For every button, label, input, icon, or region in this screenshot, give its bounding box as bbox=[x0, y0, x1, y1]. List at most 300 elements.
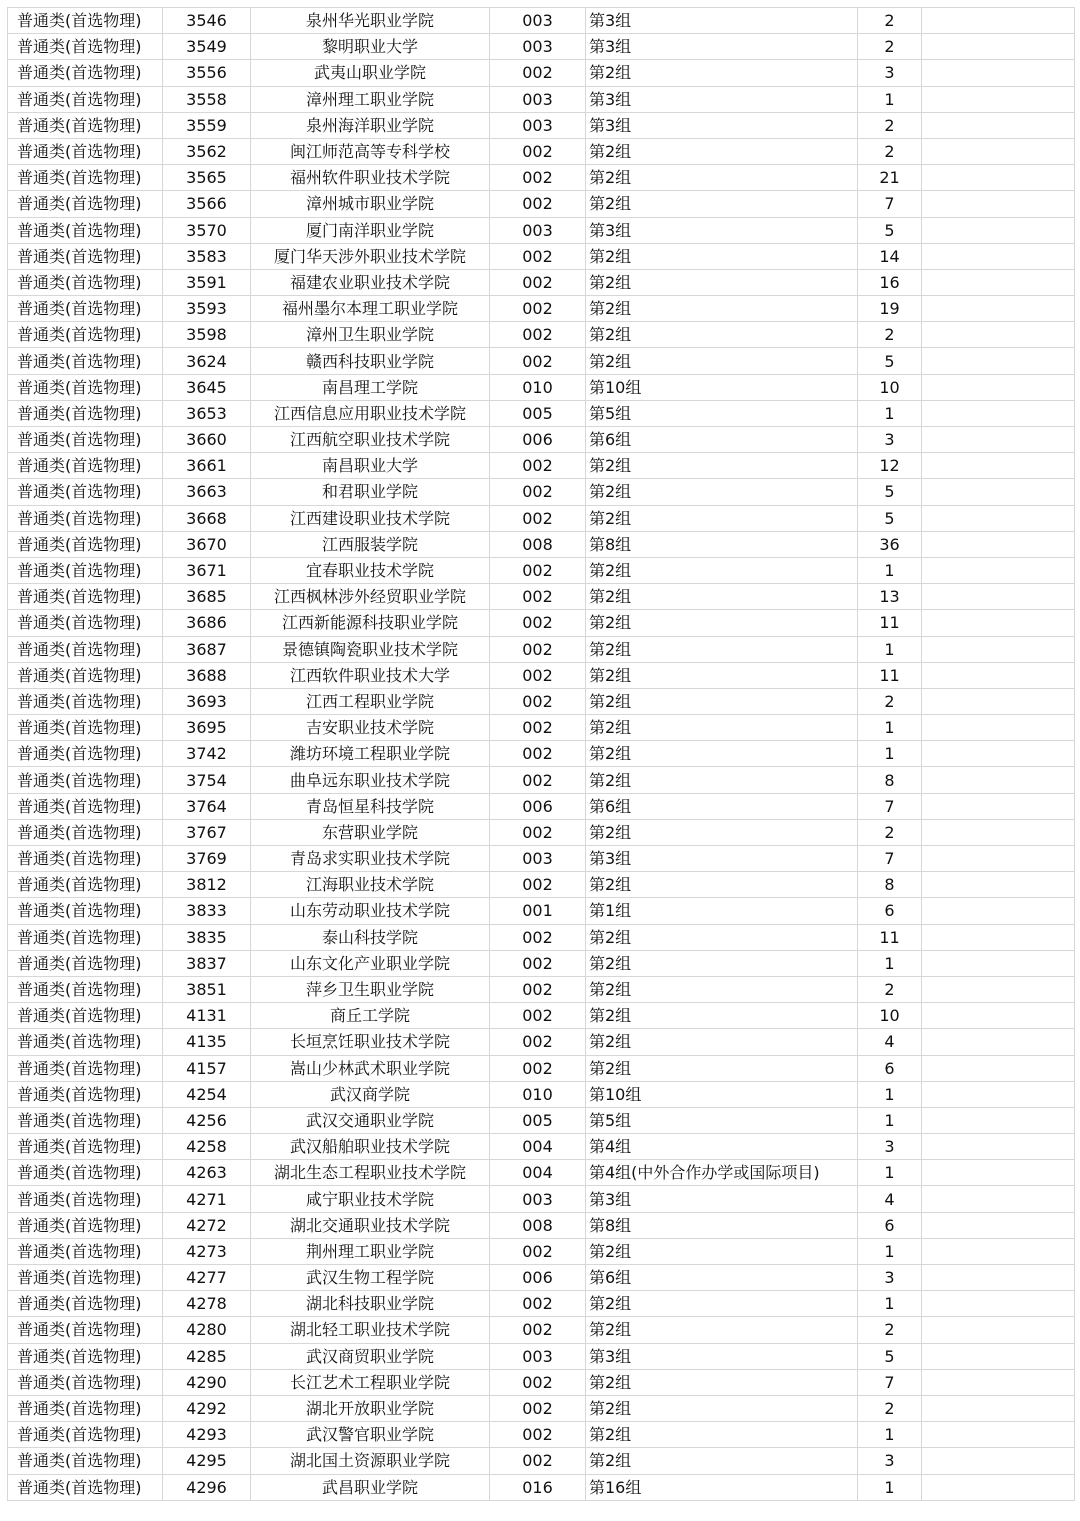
group-code-cell: 002 bbox=[490, 688, 586, 714]
empty-cell bbox=[922, 1265, 1075, 1291]
empty-cell bbox=[922, 1238, 1075, 1264]
school-name-cell: 江海职业技术学院 bbox=[251, 872, 490, 898]
category-cell: 普通类(首选物理) bbox=[8, 505, 163, 531]
table-row bbox=[8, 1107, 1075, 1133]
plan-count-cell: 3 bbox=[858, 60, 922, 86]
plan-count-cell: 5 bbox=[858, 505, 922, 531]
empty-cell bbox=[922, 374, 1075, 400]
category-cell: 普通类(首选物理) bbox=[8, 688, 163, 714]
category-cell: 普通类(首选物理) bbox=[8, 1265, 163, 1291]
group-name-cell: 第2组 bbox=[586, 819, 858, 845]
group-code-cell: 002 bbox=[490, 976, 586, 1002]
school-name-cell: 江西信息应用职业技术学院 bbox=[251, 400, 490, 426]
plan-count-cell: 6 bbox=[858, 1055, 922, 1081]
school-name-cell: 青岛恒星科技学院 bbox=[251, 793, 490, 819]
school-name-cell: 武汉商学院 bbox=[251, 1081, 490, 1107]
category-cell: 普通类(首选物理) bbox=[8, 924, 163, 950]
empty-cell bbox=[922, 636, 1075, 662]
group-name-cell: 第2组 bbox=[586, 1003, 858, 1029]
group-name-cell: 第4组 bbox=[586, 1134, 858, 1160]
school-name-cell: 江西工程职业学院 bbox=[251, 688, 490, 714]
group-code-cell: 002 bbox=[490, 1395, 586, 1421]
group-name-cell: 第4组(中外合作办学或国际项目) bbox=[586, 1160, 858, 1186]
group-name-cell: 第2组 bbox=[586, 950, 858, 976]
school-code-cell: 3742 bbox=[163, 741, 251, 767]
group-code-cell: 002 bbox=[490, 60, 586, 86]
group-code-cell: 002 bbox=[490, 165, 586, 191]
plan-count-cell: 13 bbox=[858, 584, 922, 610]
plan-count-cell: 1 bbox=[858, 400, 922, 426]
group-name-cell: 第2组 bbox=[586, 322, 858, 348]
category-cell: 普通类(首选物理) bbox=[8, 1343, 163, 1369]
group-code-cell: 002 bbox=[490, 138, 586, 164]
plan-count-cell: 1 bbox=[858, 1291, 922, 1317]
plan-count-cell: 1 bbox=[858, 636, 922, 662]
group-name-cell: 第10组 bbox=[586, 1081, 858, 1107]
school-code-cell: 3653 bbox=[163, 400, 251, 426]
school-code-cell: 3591 bbox=[163, 269, 251, 295]
category-cell: 普通类(首选物理) bbox=[8, 1055, 163, 1081]
group-code-cell: 002 bbox=[490, 584, 586, 610]
table-row bbox=[8, 1212, 1075, 1238]
group-code-cell: 005 bbox=[490, 400, 586, 426]
empty-cell bbox=[922, 557, 1075, 583]
plan-count-cell: 2 bbox=[858, 1395, 922, 1421]
group-name-cell: 第2组 bbox=[586, 715, 858, 741]
category-cell: 普通类(首选物理) bbox=[8, 1003, 163, 1029]
group-name-cell: 第2组 bbox=[586, 1448, 858, 1474]
school-code-cell: 4296 bbox=[163, 1474, 251, 1500]
plan-count-cell: 1 bbox=[858, 1238, 922, 1264]
empty-cell bbox=[922, 427, 1075, 453]
group-name-cell: 第2组 bbox=[586, 557, 858, 583]
school-name-cell: 湖北科技职业学院 bbox=[251, 1291, 490, 1317]
category-cell: 普通类(首选物理) bbox=[8, 138, 163, 164]
school-name-cell: 长江艺术工程职业学院 bbox=[251, 1369, 490, 1395]
group-code-cell: 003 bbox=[490, 1186, 586, 1212]
table-row bbox=[8, 138, 1075, 164]
school-code-cell: 3598 bbox=[163, 322, 251, 348]
category-cell: 普通类(首选物理) bbox=[8, 872, 163, 898]
table-row bbox=[8, 1448, 1075, 1474]
plan-count-cell: 2 bbox=[858, 34, 922, 60]
empty-cell bbox=[922, 1474, 1075, 1500]
table-row bbox=[8, 793, 1075, 819]
category-cell: 普通类(首选物理) bbox=[8, 976, 163, 1002]
category-cell: 普通类(首选物理) bbox=[8, 819, 163, 845]
school-name-cell: 湖北轻工职业技术学院 bbox=[251, 1317, 490, 1343]
plan-count-cell: 1 bbox=[858, 1474, 922, 1500]
school-code-cell: 3661 bbox=[163, 453, 251, 479]
school-name-cell: 江西服装学院 bbox=[251, 531, 490, 557]
empty-cell bbox=[922, 269, 1075, 295]
plan-count-cell: 36 bbox=[858, 531, 922, 557]
table-row bbox=[8, 1422, 1075, 1448]
plan-count-cell: 7 bbox=[858, 793, 922, 819]
table-row bbox=[8, 924, 1075, 950]
school-code-cell: 3837 bbox=[163, 950, 251, 976]
group-code-cell: 002 bbox=[490, 636, 586, 662]
group-name-cell: 第8组 bbox=[586, 1212, 858, 1238]
table-row bbox=[8, 1186, 1075, 1212]
category-cell: 普通类(首选物理) bbox=[8, 269, 163, 295]
empty-cell bbox=[922, 715, 1075, 741]
table-row bbox=[8, 453, 1075, 479]
empty-cell bbox=[922, 505, 1075, 531]
group-name-cell: 第2组 bbox=[586, 1422, 858, 1448]
table-row bbox=[8, 976, 1075, 1002]
school-name-cell: 武昌职业学院 bbox=[251, 1474, 490, 1500]
category-cell: 普通类(首选物理) bbox=[8, 846, 163, 872]
empty-cell bbox=[922, 924, 1075, 950]
group-name-cell: 第3组 bbox=[586, 34, 858, 60]
group-name-cell: 第16组 bbox=[586, 1474, 858, 1500]
empty-cell bbox=[922, 1003, 1075, 1029]
school-name-cell: 长垣烹饪职业技术学院 bbox=[251, 1029, 490, 1055]
school-name-cell: 武汉警官职业学院 bbox=[251, 1422, 490, 1448]
plan-count-cell: 4 bbox=[858, 1029, 922, 1055]
table-row bbox=[8, 767, 1075, 793]
category-cell: 普通类(首选物理) bbox=[8, 1317, 163, 1343]
group-code-cell: 002 bbox=[490, 1055, 586, 1081]
school-code-cell: 3687 bbox=[163, 636, 251, 662]
school-name-cell: 景德镇陶瓷职业技术学院 bbox=[251, 636, 490, 662]
group-name-cell: 第2组 bbox=[586, 1317, 858, 1343]
group-name-cell: 第2组 bbox=[586, 505, 858, 531]
plan-count-cell: 12 bbox=[858, 453, 922, 479]
group-code-cell: 002 bbox=[490, 1029, 586, 1055]
group-name-cell: 第2组 bbox=[586, 453, 858, 479]
school-name-cell: 赣西科技职业学院 bbox=[251, 348, 490, 374]
group-name-cell: 第2组 bbox=[586, 296, 858, 322]
category-cell: 普通类(首选物理) bbox=[8, 767, 163, 793]
empty-cell bbox=[922, 1448, 1075, 1474]
category-cell: 普通类(首选物理) bbox=[8, 1029, 163, 1055]
group-code-cell: 006 bbox=[490, 1265, 586, 1291]
group-name-cell: 第2组 bbox=[586, 165, 858, 191]
group-code-cell: 006 bbox=[490, 427, 586, 453]
category-cell: 普通类(首选物理) bbox=[8, 1081, 163, 1107]
group-code-cell: 010 bbox=[490, 374, 586, 400]
plan-count-cell: 8 bbox=[858, 872, 922, 898]
school-code-cell: 4272 bbox=[163, 1212, 251, 1238]
empty-cell bbox=[922, 1422, 1075, 1448]
admission-plan-table bbox=[7, 7, 1075, 1501]
school-name-cell: 黎明职业大学 bbox=[251, 34, 490, 60]
plan-count-cell: 1 bbox=[858, 1160, 922, 1186]
table-row bbox=[8, 1317, 1075, 1343]
plan-count-cell: 2 bbox=[858, 112, 922, 138]
category-cell: 普通类(首选物理) bbox=[8, 1474, 163, 1500]
group-code-cell: 008 bbox=[490, 531, 586, 557]
category-cell: 普通类(首选物理) bbox=[8, 112, 163, 138]
school-name-cell: 潍坊环境工程职业学院 bbox=[251, 741, 490, 767]
table-row bbox=[8, 217, 1075, 243]
school-code-cell: 4254 bbox=[163, 1081, 251, 1107]
plan-count-cell: 1 bbox=[858, 1081, 922, 1107]
category-cell: 普通类(首选物理) bbox=[8, 322, 163, 348]
table-row bbox=[8, 505, 1075, 531]
group-name-cell: 第3组 bbox=[586, 846, 858, 872]
school-name-cell: 商丘工学院 bbox=[251, 1003, 490, 1029]
group-name-cell: 第3组 bbox=[586, 86, 858, 112]
group-code-cell: 002 bbox=[490, 296, 586, 322]
table-row bbox=[8, 1343, 1075, 1369]
plan-count-cell: 7 bbox=[858, 1369, 922, 1395]
school-name-cell: 泉州华光职业学院 bbox=[251, 8, 490, 34]
plan-count-cell: 11 bbox=[858, 924, 922, 950]
category-cell: 普通类(首选物理) bbox=[8, 793, 163, 819]
group-name-cell: 第2组 bbox=[586, 636, 858, 662]
school-name-cell: 湖北交通职业技术学院 bbox=[251, 1212, 490, 1238]
school-name-cell: 湖北开放职业学院 bbox=[251, 1395, 490, 1421]
plan-count-cell: 1 bbox=[858, 557, 922, 583]
school-name-cell: 漳州理工职业学院 bbox=[251, 86, 490, 112]
school-code-cell: 4256 bbox=[163, 1107, 251, 1133]
school-code-cell: 3833 bbox=[163, 898, 251, 924]
school-name-cell: 湖北国土资源职业学院 bbox=[251, 1448, 490, 1474]
group-name-cell: 第2组 bbox=[586, 243, 858, 269]
category-cell: 普通类(首选物理) bbox=[8, 348, 163, 374]
category-cell: 普通类(首选物理) bbox=[8, 165, 163, 191]
table-row bbox=[8, 400, 1075, 426]
school-code-cell: 3556 bbox=[163, 60, 251, 86]
table-row bbox=[8, 819, 1075, 845]
school-code-cell: 3851 bbox=[163, 976, 251, 1002]
table-row bbox=[8, 1369, 1075, 1395]
category-cell: 普通类(首选物理) bbox=[8, 636, 163, 662]
category-cell: 普通类(首选物理) bbox=[8, 584, 163, 610]
empty-cell bbox=[922, 86, 1075, 112]
plan-count-cell: 3 bbox=[858, 1134, 922, 1160]
plan-count-cell: 5 bbox=[858, 1343, 922, 1369]
plan-count-cell: 7 bbox=[858, 191, 922, 217]
group-name-cell: 第5组 bbox=[586, 400, 858, 426]
category-cell: 普通类(首选物理) bbox=[8, 1291, 163, 1317]
group-name-cell: 第2组 bbox=[586, 741, 858, 767]
empty-cell bbox=[922, 950, 1075, 976]
group-name-cell: 第2组 bbox=[586, 1029, 858, 1055]
group-name-cell: 第1组 bbox=[586, 898, 858, 924]
category-cell: 普通类(首选物理) bbox=[8, 1369, 163, 1395]
plan-count-cell: 2 bbox=[858, 1317, 922, 1343]
school-name-cell: 江西建设职业技术学院 bbox=[251, 505, 490, 531]
empty-cell bbox=[922, 165, 1075, 191]
category-cell: 普通类(首选物理) bbox=[8, 479, 163, 505]
group-code-cell: 002 bbox=[490, 453, 586, 479]
empty-cell bbox=[922, 1395, 1075, 1421]
empty-cell bbox=[922, 1134, 1075, 1160]
group-name-cell: 第2组 bbox=[586, 138, 858, 164]
group-code-cell: 010 bbox=[490, 1081, 586, 1107]
table-row bbox=[8, 872, 1075, 898]
empty-cell bbox=[922, 531, 1075, 557]
plan-count-cell: 7 bbox=[858, 846, 922, 872]
group-code-cell: 005 bbox=[490, 1107, 586, 1133]
school-code-cell: 3688 bbox=[163, 662, 251, 688]
group-name-cell: 第6组 bbox=[586, 1265, 858, 1291]
group-name-cell: 第2组 bbox=[586, 662, 858, 688]
table-row bbox=[8, 86, 1075, 112]
group-name-cell: 第6组 bbox=[586, 793, 858, 819]
group-name-cell: 第3组 bbox=[586, 1343, 858, 1369]
empty-cell bbox=[922, 1212, 1075, 1238]
group-name-cell: 第2组 bbox=[586, 479, 858, 505]
plan-count-cell: 1 bbox=[858, 715, 922, 741]
group-name-cell: 第3组 bbox=[586, 217, 858, 243]
school-code-cell: 4271 bbox=[163, 1186, 251, 1212]
empty-cell bbox=[922, 819, 1075, 845]
plan-count-cell: 2 bbox=[858, 8, 922, 34]
category-cell: 普通类(首选物理) bbox=[8, 1160, 163, 1186]
category-cell: 普通类(首选物理) bbox=[8, 898, 163, 924]
plan-count-cell: 14 bbox=[858, 243, 922, 269]
table-row bbox=[8, 8, 1075, 34]
group-name-cell: 第2组 bbox=[586, 872, 858, 898]
table-row bbox=[8, 60, 1075, 86]
table-row bbox=[8, 741, 1075, 767]
school-code-cell: 3663 bbox=[163, 479, 251, 505]
empty-cell bbox=[922, 584, 1075, 610]
plan-count-cell: 4 bbox=[858, 1186, 922, 1212]
group-code-cell: 003 bbox=[490, 8, 586, 34]
category-cell: 普通类(首选物理) bbox=[8, 60, 163, 86]
group-code-cell: 003 bbox=[490, 217, 586, 243]
group-name-cell: 第2组 bbox=[586, 976, 858, 1002]
table-row bbox=[8, 269, 1075, 295]
group-code-cell: 002 bbox=[490, 557, 586, 583]
group-name-cell: 第2组 bbox=[586, 1238, 858, 1264]
group-code-cell: 003 bbox=[490, 846, 586, 872]
table-row bbox=[8, 898, 1075, 924]
plan-count-cell: 2 bbox=[858, 976, 922, 1002]
empty-cell bbox=[922, 217, 1075, 243]
school-name-cell: 福州墨尔本理工职业学院 bbox=[251, 296, 490, 322]
empty-cell bbox=[922, 976, 1075, 1002]
table-row bbox=[8, 112, 1075, 138]
group-name-cell: 第2组 bbox=[586, 60, 858, 86]
school-name-cell: 厦门南洋职业学院 bbox=[251, 217, 490, 243]
school-code-cell: 4290 bbox=[163, 1369, 251, 1395]
school-code-cell: 3660 bbox=[163, 427, 251, 453]
school-name-cell: 宜春职业技术学院 bbox=[251, 557, 490, 583]
plan-count-cell: 3 bbox=[858, 427, 922, 453]
table-row bbox=[8, 479, 1075, 505]
school-code-cell: 3583 bbox=[163, 243, 251, 269]
school-name-cell: 萍乡卫生职业学院 bbox=[251, 976, 490, 1002]
table-row bbox=[8, 1029, 1075, 1055]
empty-cell bbox=[922, 1317, 1075, 1343]
school-code-cell: 3562 bbox=[163, 138, 251, 164]
category-cell: 普通类(首选物理) bbox=[8, 741, 163, 767]
empty-cell bbox=[922, 898, 1075, 924]
group-code-cell: 002 bbox=[490, 269, 586, 295]
table-row bbox=[8, 557, 1075, 583]
group-code-cell: 002 bbox=[490, 243, 586, 269]
school-code-cell: 3695 bbox=[163, 715, 251, 741]
school-code-cell: 3645 bbox=[163, 374, 251, 400]
group-name-cell: 第2组 bbox=[586, 767, 858, 793]
category-cell: 普通类(首选物理) bbox=[8, 1107, 163, 1133]
category-cell: 普通类(首选物理) bbox=[8, 427, 163, 453]
plan-count-cell: 3 bbox=[858, 1448, 922, 1474]
group-name-cell: 第2组 bbox=[586, 1395, 858, 1421]
table-row bbox=[8, 531, 1075, 557]
school-code-cell: 3670 bbox=[163, 531, 251, 557]
category-cell: 普通类(首选物理) bbox=[8, 217, 163, 243]
table-row bbox=[8, 348, 1075, 374]
empty-cell bbox=[922, 34, 1075, 60]
school-name-cell: 闽江师范高等专科学校 bbox=[251, 138, 490, 164]
school-code-cell: 3566 bbox=[163, 191, 251, 217]
school-name-cell: 吉安职业技术学院 bbox=[251, 715, 490, 741]
group-name-cell: 第10组 bbox=[586, 374, 858, 400]
group-code-cell: 002 bbox=[490, 950, 586, 976]
empty-cell bbox=[922, 112, 1075, 138]
school-name-cell: 武汉商贸职业学院 bbox=[251, 1343, 490, 1369]
empty-cell bbox=[922, 1029, 1075, 1055]
empty-cell bbox=[922, 60, 1075, 86]
school-code-cell: 3668 bbox=[163, 505, 251, 531]
empty-cell bbox=[922, 243, 1075, 269]
category-cell: 普通类(首选物理) bbox=[8, 950, 163, 976]
table-row bbox=[8, 1474, 1075, 1500]
category-cell: 普通类(首选物理) bbox=[8, 453, 163, 479]
group-name-cell: 第2组 bbox=[586, 1369, 858, 1395]
empty-cell bbox=[922, 767, 1075, 793]
table-row bbox=[8, 427, 1075, 453]
empty-cell bbox=[922, 453, 1075, 479]
group-code-cell: 002 bbox=[490, 1448, 586, 1474]
group-code-cell: 002 bbox=[490, 610, 586, 636]
school-code-cell: 3558 bbox=[163, 86, 251, 112]
group-name-cell: 第2组 bbox=[586, 584, 858, 610]
school-code-cell: 3764 bbox=[163, 793, 251, 819]
school-name-cell: 武汉船舶职业技术学院 bbox=[251, 1134, 490, 1160]
plan-count-cell: 1 bbox=[858, 950, 922, 976]
empty-cell bbox=[922, 479, 1075, 505]
group-name-cell: 第2组 bbox=[586, 610, 858, 636]
school-name-cell: 荆州理工职业学院 bbox=[251, 1238, 490, 1264]
plan-count-cell: 19 bbox=[858, 296, 922, 322]
empty-cell bbox=[922, 348, 1075, 374]
school-code-cell: 3546 bbox=[163, 8, 251, 34]
school-name-cell: 武汉生物工程学院 bbox=[251, 1265, 490, 1291]
school-code-cell: 4258 bbox=[163, 1134, 251, 1160]
plan-count-cell: 10 bbox=[858, 374, 922, 400]
school-name-cell: 泉州海洋职业学院 bbox=[251, 112, 490, 138]
empty-cell bbox=[922, 400, 1075, 426]
group-name-cell: 第2组 bbox=[586, 1055, 858, 1081]
table-row bbox=[8, 34, 1075, 60]
group-code-cell: 002 bbox=[490, 322, 586, 348]
empty-cell bbox=[922, 793, 1075, 819]
school-name-cell: 江西软件职业技术大学 bbox=[251, 662, 490, 688]
empty-cell bbox=[922, 138, 1075, 164]
school-name-cell: 武夷山职业学院 bbox=[251, 60, 490, 86]
group-name-cell: 第8组 bbox=[586, 531, 858, 557]
plan-count-cell: 1 bbox=[858, 1107, 922, 1133]
category-cell: 普通类(首选物理) bbox=[8, 1238, 163, 1264]
plan-count-cell: 2 bbox=[858, 138, 922, 164]
school-name-cell: 南昌理工学院 bbox=[251, 374, 490, 400]
school-code-cell: 3693 bbox=[163, 688, 251, 714]
school-code-cell: 4280 bbox=[163, 1317, 251, 1343]
category-cell: 普通类(首选物理) bbox=[8, 1134, 163, 1160]
school-code-cell: 3593 bbox=[163, 296, 251, 322]
school-code-cell: 3686 bbox=[163, 610, 251, 636]
group-code-cell: 003 bbox=[490, 34, 586, 60]
